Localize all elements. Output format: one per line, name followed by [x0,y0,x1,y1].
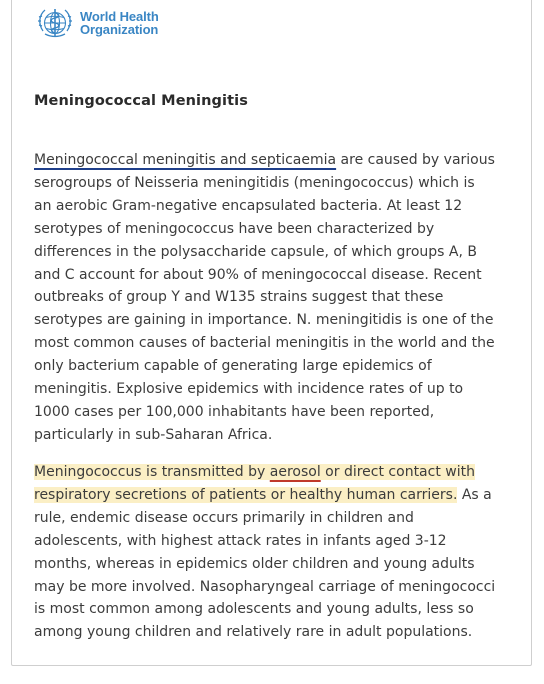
text-line: rule, endemic disease occurs primarily in children and [34,509,414,526]
org-name-line1: World Health [80,9,159,24]
text-line: particularly in sub-Saharan Africa. [34,426,273,443]
text-line: among young children and relatively rare in adult populations. [34,624,473,641]
text-line: serogroups of Neisseria meningitidis (meningococcus) which is [34,174,475,191]
text-line [34,149,534,172]
text-line: months, whereas in epidemics older children and young adults [34,555,475,572]
text-line: 1000 cases per 100,000 inhabitants have been reported, [34,403,435,420]
who-logo[interactable] [34,2,159,44]
text-line: meningitis. Explosive epidemics with incidence rates of up to [34,381,464,398]
text-span: are caused by various [336,152,495,168]
org-name-line2: Organization [80,22,159,37]
text-line: is most common among adolescents and young adults, less so [34,601,474,618]
text-line: differences in the polysaccharide capsule, of which groups A, B [34,243,478,260]
text-line: outbreaks of group Y and W135 strains suggest that these [34,289,444,306]
text-span: Meningococcus is transmitted by [34,464,270,480]
text-line [34,484,534,507]
who-wordmark [80,10,159,36]
text-span: As a [457,486,492,503]
text-line: and C account for about 90% of meningococcal disease. Recent [34,266,482,283]
aerosol-underlined-text: aerosol [269,464,321,480]
text-line: may be more involved. Nasopharyngeal carriage of meningococci [34,578,496,595]
meningitis-link[interactable]: Meningococcal meningitis and septicaemia [34,152,337,168]
who-emblem-icon [34,2,76,44]
text-line [34,461,534,484]
text-line: adolescents, with highest attack rates in infants aged 3-12 [34,532,447,549]
paragraph-epidemiology [34,461,534,644]
highlighted-text [34,464,475,480]
text-line: serotypes are gaining in importance. N. meningitidis is one of the [34,312,494,329]
text-line: an aerobic Gram-negative encapsulated bacteria. At least 12 [34,197,463,214]
text-span: or direct contact with [320,464,475,480]
paragraph-transmission-intro [34,149,534,447]
text-line: most common causes of bacterial meningitis in the world and the [34,335,495,352]
text-line: only bacterium capable of generating large epidemics of [34,358,432,375]
page-title: Meningococcal Meningitis [34,93,248,109]
highlighted-text: respiratory secretions of patients or healthy human carriers. [34,486,458,503]
text-line: serotypes of meningococcus have been characterized by [34,220,435,237]
